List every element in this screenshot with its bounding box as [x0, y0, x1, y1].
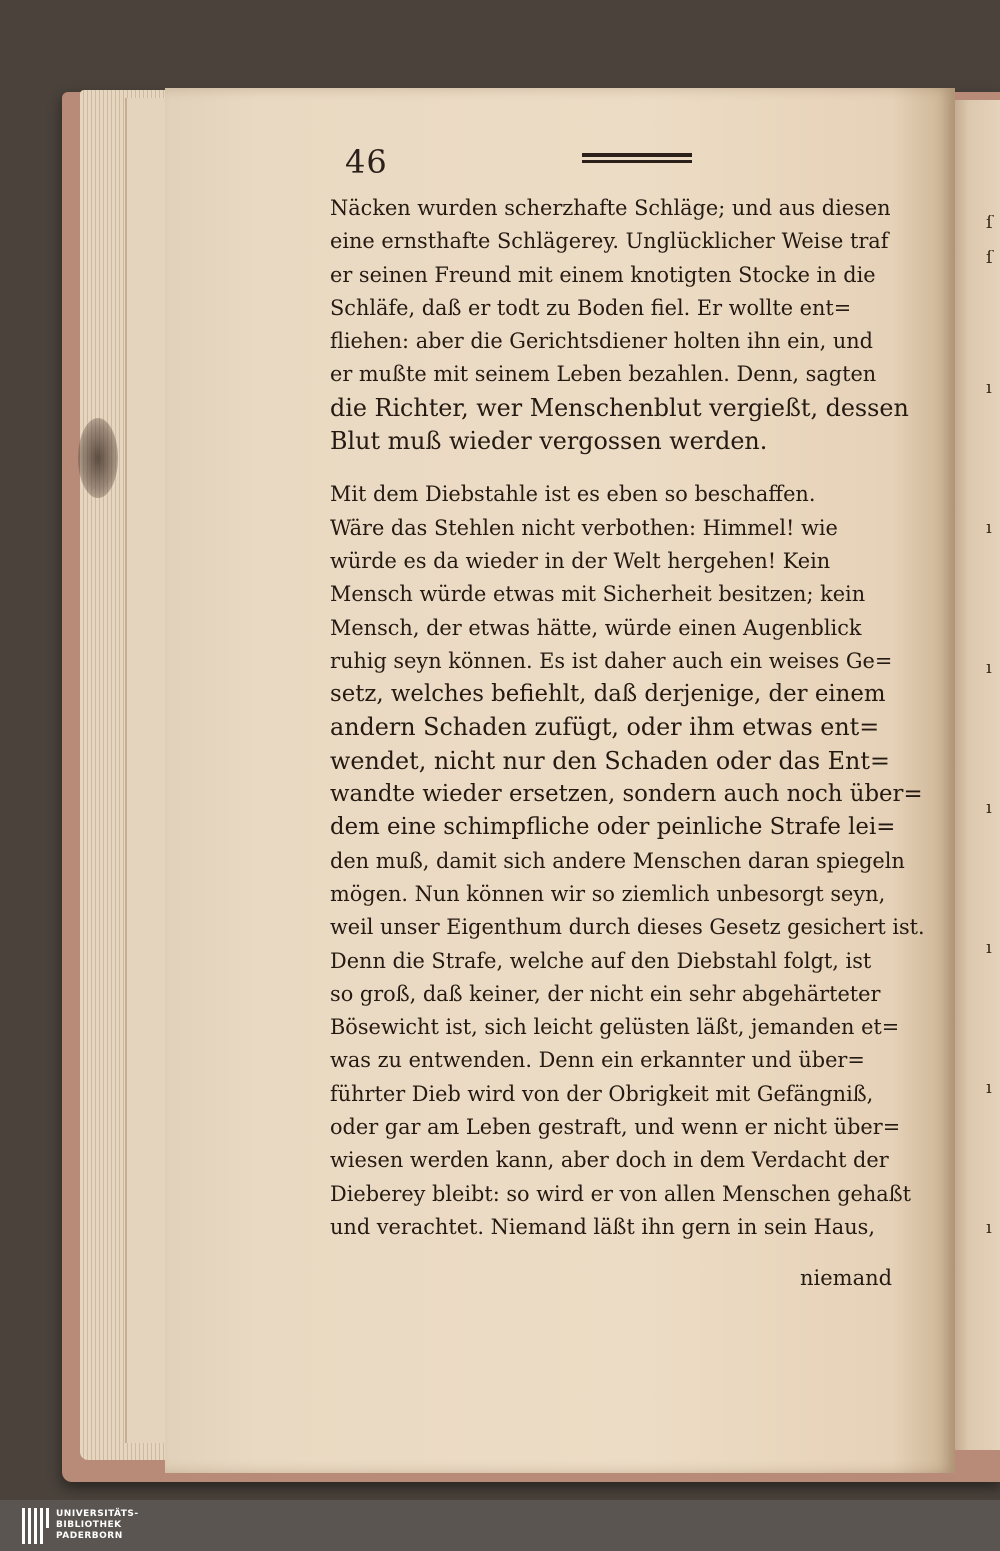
text-line: und verachtet. Niemand läßt ihn gern in sein Haus, — [330, 1214, 875, 1239]
text-line: Blut muß wieder vergossen werden. — [330, 427, 768, 456]
header-rule — [582, 153, 692, 167]
text-line: oder gar am Leben gestraft, und wenn er nicht über= — [330, 1115, 901, 1140]
catchword: niemand — [800, 1266, 893, 1290]
text-line: Dieberey bleibt: so wird er von allen Menschen gehaßt — [330, 1181, 912, 1206]
text-line: Wäre das Stehlen nicht verbothen: Himmel! wie — [330, 515, 838, 540]
library-logo-icon — [22, 1508, 50, 1544]
text-line: Mensch würde etwas mit Sicherheit besitzen; kein — [330, 582, 866, 607]
text-line: Mensch, der etwas hätte, würde einen Augenblick — [330, 615, 862, 640]
text-line: Näcken wurden scherzhafte Schläge; und aus diesen — [330, 196, 891, 220]
page-text — [330, 192, 930, 1244]
page-number: 46 — [345, 143, 388, 181]
text-line: wiesen werden kann, aber doch in dem Verdacht der — [330, 1148, 889, 1173]
text-line: was zu entwenden. Denn ein erkannter und über= — [330, 1048, 865, 1073]
text-line: fliehen: aber die Gerichtsdiener holten ihn ein, und — [330, 329, 873, 354]
text-line: Denn die Strafe, welche auf den Diebstahl folgt, ist — [330, 948, 872, 973]
text-line: er seinen Freund mit einem knotigten Stocke in die — [330, 262, 876, 287]
text-line: wendet, nicht nur den Schaden oder das Ent= — [330, 746, 890, 775]
text-line: eine ernsthafte Schlägerey. Unglücklicher Weise traf — [330, 229, 889, 254]
text-line: andern Schaden zufügt, oder ihm etwas ent= — [330, 713, 880, 742]
text-line: weil unser Eigenthum durch dieses Gesetz gesichert ist. — [330, 915, 925, 940]
text-line: Schläfe, daß er todt zu Boden fiel. Er wollte ent= — [330, 295, 852, 320]
facing-page: ſ ſ ı ı ı ı ı ı ı — [948, 100, 1000, 1450]
text-line: Bösewicht ist, sich leicht gelüsten läßt, jemanden et= — [330, 1015, 900, 1040]
text-line: wandte wieder ersetzen, sondern auch noch über= — [330, 781, 923, 808]
library-logo-text: UNIVERSITÄTS- BIBLIOTHEK PADERBORN — [56, 1509, 139, 1541]
text-line: er mußte mit seinem Leben bezahlen. Denn, sagten — [330, 362, 877, 387]
text-line: setz, welches befiehlt, daß derjenige, der einem — [330, 681, 886, 708]
text-line: dem eine schimpfliche oder peinliche Strafe lei= — [330, 814, 896, 841]
text-line: die Richter, wer Menschenblut vergießt, dessen — [330, 393, 909, 422]
text-line: führter Dieb wird von der Obrigkeit mit Gefängniß, — [330, 1081, 874, 1106]
text-line: ruhig seyn können. Es ist daher auch ein weises Ge= — [330, 648, 893, 673]
text-line: so groß, daß keiner, der nicht ein sehr abgehärteter — [330, 981, 881, 1006]
library-footer — [0, 1500, 1000, 1551]
text-line: Mit dem Diebstahle ist es eben so beschaffen. — [330, 482, 816, 507]
text-line: würde es da wieder in der Welt hergehen! Kein — [330, 548, 831, 573]
text-line: den muß, damit sich andere Menschen daran spiegeln — [330, 848, 905, 873]
page-stain — [78, 418, 118, 498]
text-line: mögen. Nun können wir so ziemlich unbesorgt seyn, — [330, 881, 886, 906]
